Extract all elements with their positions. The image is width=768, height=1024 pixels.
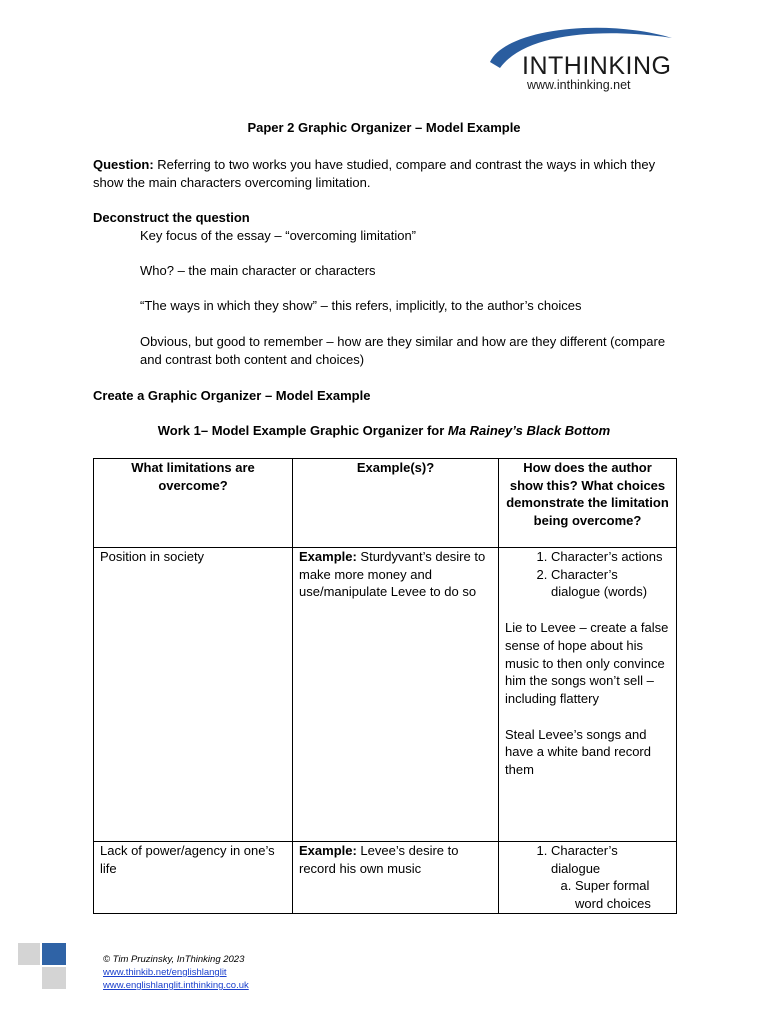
page-title: Paper 2 Graphic Organizer – Model Example [247, 120, 521, 135]
header-examples: Example(s)? [293, 459, 499, 548]
table-row [94, 842, 677, 914]
deconstruct-point-2: Who? – the main character or characters [140, 263, 376, 278]
row1-example-text: Sturdyvant’s desire to make more money and use/manipulate Levee to do so [299, 549, 486, 600]
square-decoration [42, 943, 66, 965]
table-header-row [94, 459, 677, 548]
row2-subchoice-list [551, 877, 670, 912]
footer-link-inthinking[interactable]: www.englishlanglit.inthinking.co.uk [103, 980, 249, 991]
logo-url: www.inthinking.net [527, 78, 631, 92]
row2-example [293, 842, 499, 914]
create-heading: Create a Graphic Organizer – Model Example [93, 388, 371, 403]
deconstruct-point-3: “The ways in which they show” – this refers, implicitly, to the author’s choices [140, 298, 582, 313]
deconstruct-point-1: Key focus of the essay – “overcoming limitation” [140, 228, 417, 243]
row1-choice-list [505, 548, 670, 601]
row1-note-1: Lie to Levee – create a false sense of hope about his music to then only convince him the songs won’t sell – including flattery [505, 620, 669, 706]
graphic-organizer-table [93, 458, 677, 914]
square-decoration [42, 967, 66, 989]
list-item: 2. Character’s dialogue (words) [551, 566, 670, 601]
row1-example-label: Example: [299, 549, 357, 564]
header-limitations: What limitations are overcome? [94, 459, 293, 548]
question-paragraph [93, 156, 673, 192]
work1-title [0, 423, 768, 438]
row2-choices [499, 842, 677, 914]
list-item: 1. Character’s actions [551, 548, 670, 566]
row2-example-label: Example: [299, 843, 357, 858]
row2-choice-list [505, 842, 670, 913]
footer-link-thinkib[interactable]: www.thinkib.net/englishlanglit [103, 967, 227, 978]
row1-choices [499, 548, 677, 842]
list-item: 1. Character’s dialogue a. Super formal word choices [551, 842, 670, 913]
inthinking-logo [486, 22, 676, 102]
row1-example [293, 548, 499, 842]
deconstruct-point-4: Obvious, but good to remember – how are they similar and how are they different (compare and contrast both content and choices) [140, 334, 666, 367]
square-decoration [18, 943, 40, 965]
row2-limitation: Lack of power/agency in one’s life [94, 842, 293, 914]
question-text: Referring to two works you have studied, compare and contrast the ways in which they show the main characters overcoming limitation. [93, 157, 656, 190]
work1-work-title: Ma Rainey’s Black Bottom [447, 423, 611, 438]
header-author-choices: How does the author show this? What choices demonstrate the limitation being overcome? [499, 459, 677, 548]
table-row [94, 548, 677, 842]
question-label: Question: [93, 157, 154, 172]
deconstruct-heading: Deconstruct the question [93, 210, 250, 225]
row1-limitation: Position in society [94, 548, 293, 842]
row1-note-2: Steal Levee’s songs and have a white band record them [505, 726, 651, 778]
footer [103, 953, 249, 991]
work1-prefix: Work 1– Model Example Graphic Organizer for [157, 423, 448, 438]
list-item: a. Super formal word choices [575, 877, 670, 912]
row2-example-text: Levee’s desire to record his own music [299, 843, 459, 876]
logo-wordmark: INTHINKING [522, 52, 672, 80]
footer-copyright: © Tim Pruzinsky, InThinking 2023 [103, 954, 245, 965]
